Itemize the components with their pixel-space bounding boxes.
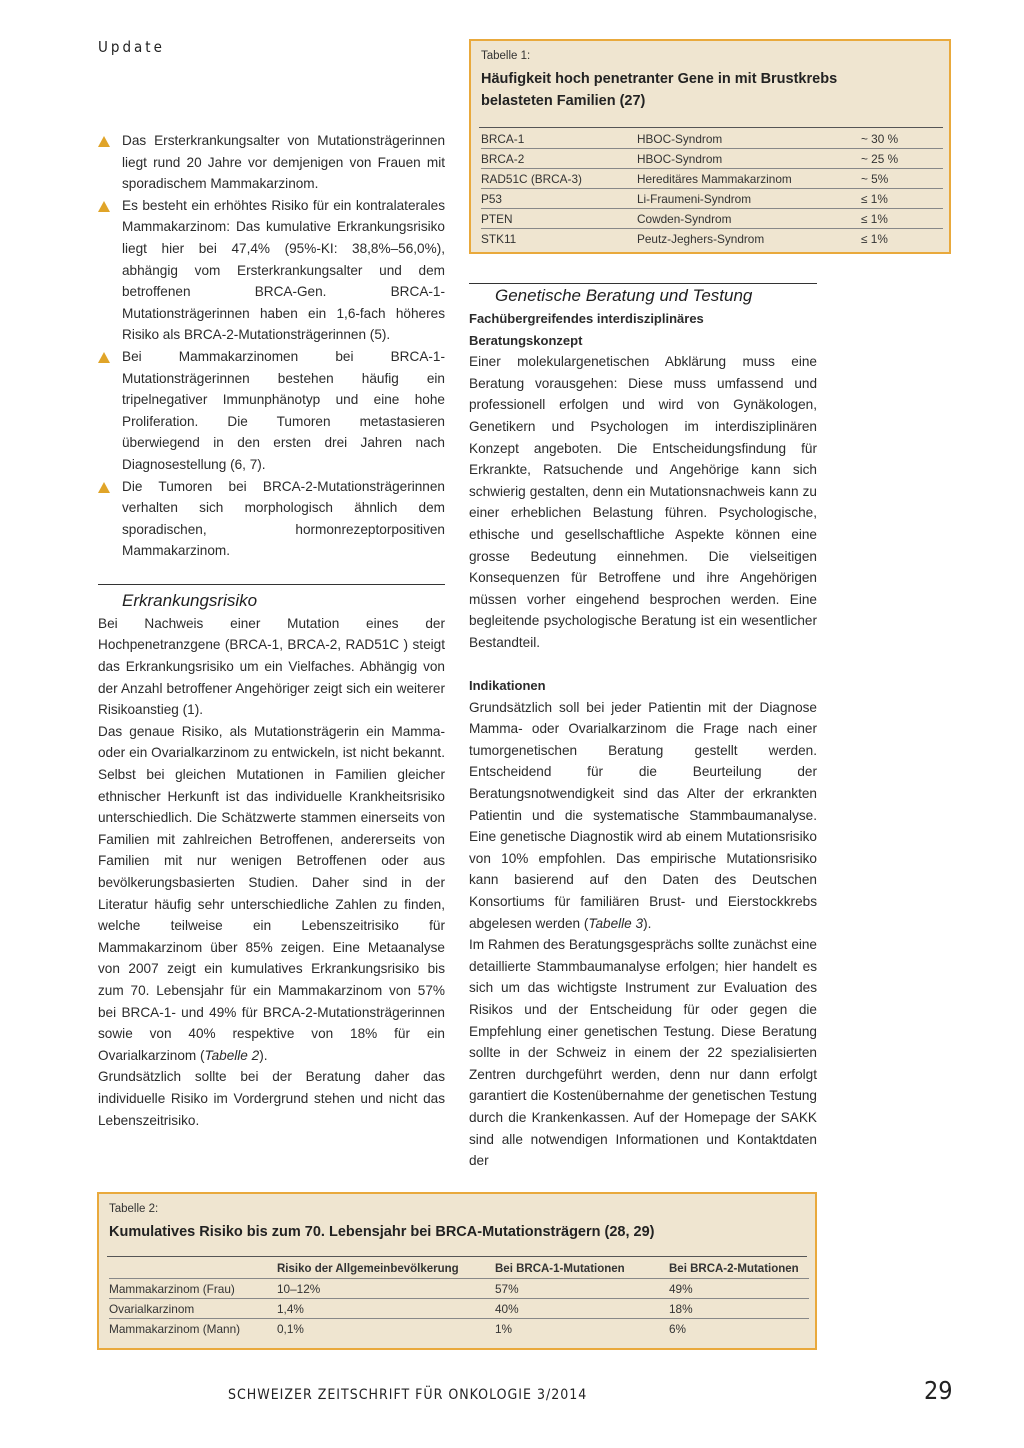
section-divider (98, 584, 445, 585)
section-heading: Genetische Beratung und Testung (495, 286, 753, 305)
list-item: Die Tumoren bei BRCA-2-Mutationsträgerinnen verhalten sich morphologisch ähnlich dem sporadischen, hormonrezeptorpositiven Mammakarzinom. (98, 476, 445, 562)
body-paragraph: Das genaue Risiko, als Mutationsträgerin ein Mamma- oder ein Ovarialkarzinom zu entwickeln, ist nicht bekannt. Selbst bei gleichen Mutationen in Familien gleicher ethnischer Herkunft ist das individuelle Krankheitsrisiko unterschiedlich. Die Schätzwerte stammen einerseits von Familien mit zahlreichen Betroffenen, andererseits von Familien mit nur wenigen Betroffenen oder aus bevölkerungsbasierten Studien. Daher sind in der Literatur häufig sehr unterschiedliche Zahlen zu finden, welche teilweise ein Lebenszeitrisiko für Mammakarzinom über 85% zeigen. Eine Metaanalyse von 2007 zeigt ein kumulatives Erkrankungsrisiko bis zum 70. Lebensjahr für ein Mammakarzinom von 57% bei BRCA-1- und 49% für BRCA-2-Mutationsträgerinnen sowie von 40% respektive von 18% für ein Ovarialkarzinom (Tabelle 2). (98, 723, 445, 1063)
cumulative-risk-table (109, 1259, 809, 1338)
subheading: Indikationen (469, 678, 546, 694)
triangle-bullet-icon (98, 482, 110, 493)
table-header-row: Risiko der Allgemeinbevölkerung Bei BRCA-1-Mutationen Bei BRCA-2-Mutationen (109, 1259, 809, 1279)
body-paragraph: Grundsätzlich soll bei jeder Patientin mit der Diagnose Mamma- oder Ovarialkarzinom die Frage nach einer tumorgenetischen Beratung gestellt werden. Entscheidend für die Beurteilung der Beratungsnotwendigkeit sind das Alter der erkrankten Patientin und die systematische Stammbaumanalyse. Eine genetische Diagnostik wird ab einem Mutationsrisiko von 10% empfohlen. Das empirische Mutationsrisiko kann basierend auf den Daten des Deutschen Konsortiums für familiären Brust- und Eierstockkrebs abgelesen werden (Tabelle 3). (469, 699, 817, 931)
table-top-rule (479, 127, 943, 128)
left-column (98, 130, 445, 1131)
section-label: Update (98, 38, 165, 56)
table-caption: Tabelle 2: (109, 1203, 159, 1215)
table-reference: Tabelle 3 (588, 915, 644, 931)
list-item: Bei Mammakarzinomen bei BRCA-1-Mutationsträgerinnen bestehen häufig ein tripelnegativer Immunphänotyp und eine hohe Proliferation. Die Tumoren metastasieren überwiegend in den ersten drei Jahren nach Diagnosestellung (6, 7). (98, 346, 445, 476)
body-paragraph: Einer molekulargenetischen Abklärung muss eine Beratung vorausgehen: Diese muss umfassend und professionell erfolgen und wird von Gynäkologen, Genetikern und Psychologen im interdisziplinären Konzept angeboten. Die Entscheidungsfindung für Erkrankte, Ratsuchende und Angehörige kann sich schwierig gestalten, denn ein Mutationsnachweis kann zu einer erheblichen Belastung führen. Psychologische, ethische und gesellschaftliche Aspekte können eine grosse Bedeutung einnehmen. Die vielseitigen Konsequenzen für Betroffene und ihre Angehörigen müssen vorher eingehend besprochen werden. Eine begleitende psychologische Beratung ist ein wesentlicher Bestandteil. (469, 354, 817, 650)
table-2-box (97, 1192, 817, 1350)
section-heading: Erkrankungsrisiko (122, 590, 258, 610)
triangle-bullet-icon (98, 201, 110, 212)
table-title: Häufigkeit hoch penetranter Gene in mit Brustkrebs belasteten Familien (27) (481, 71, 838, 109)
table-title: Kumulatives Risiko bis zum 70. Lebensjahr bei BRCA-Mutationsträgern (28, 29) (109, 1224, 655, 1240)
key-points-list (98, 130, 445, 562)
gene-frequency-table (481, 129, 943, 248)
table-top-rule (107, 1256, 807, 1257)
triangle-bullet-icon (98, 352, 110, 363)
table-row: PTEN Cowden-Syndrom ≤ 1% (481, 209, 943, 229)
triangle-bullet-icon (98, 136, 110, 147)
table-row: P53 Li-Fraumeni-Syndrom ≤ 1% (481, 189, 943, 209)
table-row: Ovarialkarzinom 1,4% 40% 18% (109, 1299, 809, 1319)
table-reference: Tabelle 2 (204, 1047, 260, 1063)
body-paragraph: Bei Nachweis einer Mutation eines der Hochpenetranzgene (BRCA-1, BRCA-2, RAD51C ) steigt das Erkrankungsrisiko um ein Vielfaches. Abhängig von der Anzahl betroffener Angehöriger zeigt sich ein weiterer Risikoanstieg (1). (98, 615, 445, 718)
body-paragraph: Im Rahmen des Beratungsgesprächs sollte zunächst eine detaillierte Stammbaumanalyse erfolgen; hier handelt es sich um das wichtigste Instrument zur Evaluation des Risikos und der Entscheidung für oder gegen die Empfehlung einer genetischen Testung. Diese Beratung sollte in der Schweiz in einem der 22 spezialisierten Zentren durchgeführt werden, denn nur dann erfolgt garantiert die Kostenübernahme der genetischen Testung durch die Krankenkassen. Auf der Homepage der SAKK sind alle notwendigen Informationen und Kontaktdaten der (469, 937, 817, 1169)
list-item: Das Ersterkrankungsalter von Mutationsträgerinnen liegt rund 20 Jahre vor demjenigen von Frauen mit sporadischem Mammakarzinom. (98, 130, 445, 195)
table-row: BRCA-1 HBOC-Syndrom ~ 30 % (481, 129, 943, 149)
table-1-box (469, 39, 951, 254)
subheading: Fachübergreifendes interdisziplinäres Beratungskonzept (469, 311, 704, 348)
journal-footer: SCHWEIZER ZEITSCHRIFT FÜR ONKOLOGIE 3/2014 (228, 1387, 588, 1403)
table-row: Mammakarzinom (Frau) 10–12% 57% 49% (109, 1279, 809, 1299)
table-row: STK11 Peutz-Jeghers-Syndrom ≤ 1% (481, 231, 888, 246)
list-item: Es besteht ein erhöhtes Risiko für ein kontralaterales Mammakarzinom: Das kumulative Erkrankungsrisiko liegt hier bei 47,4% (95%-KI: 38,8%–56,0%), abhängig vom Ersterkrankungsalter und dem betroffenen BRCA-Gen. BRCA-1-Mutationsträgerinnen haben ein 1,6-fach höheres Risiko als BRCA-2-Mutationsträgerinnen (5). (98, 195, 445, 346)
table-row: Mammakarzinom (Mann) 0,1% 1% 6% (109, 1321, 687, 1336)
table-row: BRCA-2 HBOC-Syndrom ~ 25 % (481, 149, 943, 169)
page-number: 29 (924, 1376, 953, 1405)
table-row: RAD51C (BRCA-3) Hereditäres Mammakarzinom ~ 5% (481, 169, 943, 189)
table-caption: Tabelle 1: (481, 50, 531, 62)
body-paragraph: Grundsätzlich sollte bei der Beratung daher das individuelle Risiko im Vordergrund stehen und nicht das Lebenszeitrisiko. (98, 1069, 445, 1128)
right-column (469, 283, 817, 1172)
